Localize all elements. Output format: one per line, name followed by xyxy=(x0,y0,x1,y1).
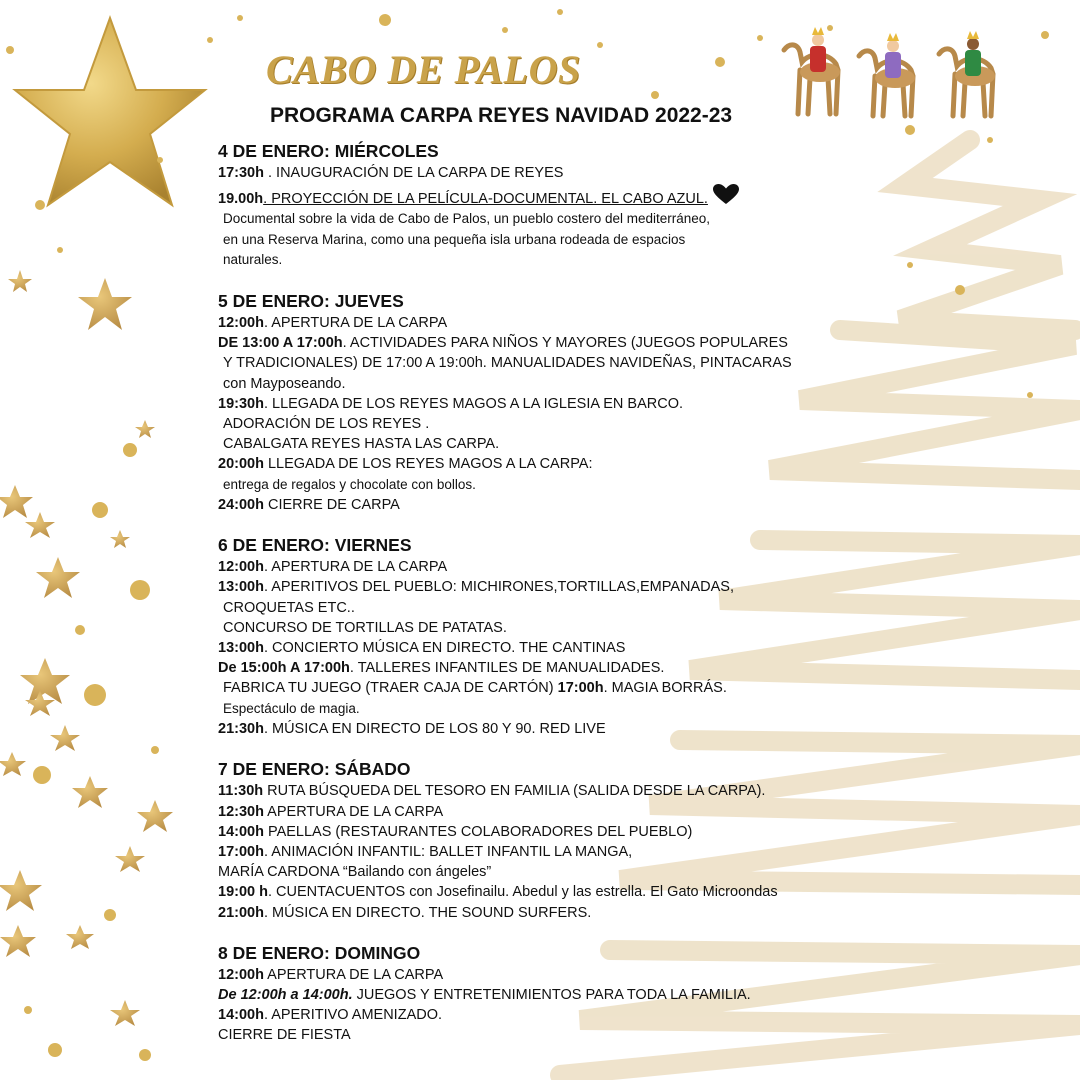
event-time: 19:00 h xyxy=(218,884,268,901)
event-description: . ACTIVIDADES PARA NIÑOS Y MAYORES (JUEGOS POPULARES xyxy=(342,335,788,352)
event-time: 12:00h xyxy=(218,314,264,331)
schedule-line xyxy=(218,434,1068,454)
event-description: ADORACIÓN DE LOS REYES . xyxy=(223,415,430,432)
page-title: CABO DE PALOS xyxy=(266,47,581,92)
event-description: . ANIMACIÓN INFANTIL: BALLET INFANTIL LA MANGA, xyxy=(263,843,633,860)
schedule-line xyxy=(218,557,1068,577)
schedule-line xyxy=(218,577,1068,597)
event-description: CIERRE DE FIESTA xyxy=(218,1027,351,1044)
event-time: 17:00h xyxy=(218,843,264,860)
schedule-line xyxy=(218,842,1068,862)
three-kings-camels-icon xyxy=(784,27,995,116)
program-schedule xyxy=(218,140,1068,1065)
event-description: naturales. xyxy=(223,252,283,268)
event-time: 12:00h xyxy=(218,966,264,983)
event-time: 24:00h xyxy=(218,497,264,514)
event-description: . PROYECCIÓN DE LA PELÍCULA-DOCUMENTAL. EL CABO AZUL. xyxy=(263,191,708,208)
schedule-line xyxy=(218,394,1068,414)
event-time: 13:00h xyxy=(218,640,264,657)
event-description: . LLEGADA DE LOS REYES MAGOS A LA IGLESIA EN BARCO. xyxy=(263,395,684,412)
event-description: Y TRADICIONALES) DE 17:00 A 19:00h. MANUALIDADES NAVIDEÑAS, PINTACARAS xyxy=(223,355,792,372)
event-description: . MÚSICA EN DIRECTO DE LOS 80 Y 90. RED LIVE xyxy=(263,721,606,738)
event-time: 14:00h xyxy=(218,1007,264,1024)
day-section xyxy=(218,534,1068,739)
event-time: 17:30h xyxy=(218,165,264,181)
schedule-line xyxy=(218,454,1068,474)
event-time: 21:30h xyxy=(218,721,264,738)
event-time: 14:00h xyxy=(218,823,264,840)
day-heading: 6 DE ENERO: VIERNES xyxy=(218,535,412,556)
day-section xyxy=(218,140,1068,271)
schedule-line xyxy=(218,183,1068,209)
event-time: De 15:00h A 17:00h xyxy=(218,660,350,677)
event-time: DE 13:00 A 17:00h xyxy=(218,335,343,352)
event-description: . APERITIVOS DEL PUEBLO: MICHIRONES,TORTILLAS,EMPANADAS, xyxy=(263,579,734,596)
schedule-line xyxy=(218,699,1068,720)
day-heading: 5 DE ENERO: JUEVES xyxy=(218,290,404,311)
event-description: CIERRE DE CARPA xyxy=(263,497,400,514)
day-heading: 7 DE ENERO: SÁBADO xyxy=(218,759,411,780)
event-time: 19:30h xyxy=(218,395,264,412)
event-description: APERTURA DE LA CARPA xyxy=(263,966,444,983)
day-section xyxy=(218,942,1068,1046)
event-time: 21:00h xyxy=(218,904,264,921)
event-time: 19.00h xyxy=(218,191,264,208)
schedule-line xyxy=(218,353,1068,373)
event-description: APERTURA DE LA CARPA xyxy=(263,803,444,820)
event-time: 11:30h xyxy=(218,783,264,800)
event-description: . MAGIA BORRÁS. xyxy=(603,680,727,697)
event-description: RUTA BÚSQUEDA DEL TESORO EN FAMILIA (SALIDA DESDE LA CARPA). xyxy=(263,783,766,800)
schedule-line xyxy=(218,658,1068,678)
big-gold-star-icon xyxy=(15,18,205,205)
schedule-line xyxy=(218,781,1068,801)
event-time: 13:00h xyxy=(218,579,264,596)
event-description: . CONCIERTO MÚSICA EN DIRECTO. THE CANTINAS xyxy=(263,640,626,657)
schedule-line xyxy=(218,822,1068,842)
schedule-line xyxy=(218,374,1068,394)
schedule-line xyxy=(218,230,1068,251)
day-heading: 4 DE ENERO: MIÉRCOLES xyxy=(218,141,439,161)
event-description: . INAUGURACIÓN DE LA CARPA DE REYES xyxy=(263,165,564,181)
small-gold-stars-icon xyxy=(0,270,173,1026)
program-subtitle: PROGRAMA CARPA REYES NAVIDAD 2022-23 xyxy=(270,104,733,127)
event-description: con Mayposeando. xyxy=(223,375,346,392)
schedule-line xyxy=(218,1025,1068,1045)
event-time: 12:30h xyxy=(218,803,264,820)
event-description: CABALGATA REYES HASTA LAS CARPA. xyxy=(223,436,500,453)
event-description: MARÍA CARDONA “Bailando con ángeles” xyxy=(218,864,492,881)
event-description: LLEGADA DE LOS REYES MAGOS A LA CARPA: xyxy=(263,456,593,473)
schedule-line xyxy=(218,985,1068,1005)
event-description: PAELLAS (RESTAURANTES COLABORADORES DEL PUEBLO) xyxy=(263,823,693,840)
event-description: CONCURSO DE TORTILLAS DE PATATAS. xyxy=(223,619,507,636)
schedule-line xyxy=(218,882,1068,902)
event-description: . MÚSICA EN DIRECTO. THE SOUND SURFERS. xyxy=(263,904,592,921)
event-time: 17:00h xyxy=(557,680,604,697)
event-time: 20:00h xyxy=(218,456,264,473)
event-description: . CUENTACUENTOS con Josefinailu. Abedul y las estrella. El Gato Microondas xyxy=(267,884,778,901)
day-section xyxy=(218,290,1068,515)
event-description: entrega de regalos y chocolate con bollos. xyxy=(223,476,476,492)
event-description: . TALLERES INFANTILES DE MANUALIDADES. xyxy=(349,660,665,677)
schedule-line xyxy=(218,862,1068,882)
schedule-line xyxy=(218,475,1068,496)
schedule-line xyxy=(218,618,1068,638)
schedule-line xyxy=(218,802,1068,822)
schedule-line xyxy=(218,965,1068,985)
event-description: . APERTURA DE LA CARPA xyxy=(263,314,448,331)
schedule-line xyxy=(218,414,1068,434)
schedule-line xyxy=(218,903,1068,923)
schedule-line xyxy=(218,678,1068,698)
schedule-line xyxy=(218,209,1068,230)
event-time: 12:00h xyxy=(218,559,264,576)
schedule-line xyxy=(218,598,1068,618)
schedule-line xyxy=(218,333,1068,353)
schedule-line xyxy=(218,719,1068,739)
event-description: en una Reserva Marina, como una pequeña isla urbana rodeada de espacios xyxy=(223,231,686,247)
event-description: Espectáculo de magia. xyxy=(223,700,360,716)
day-section xyxy=(218,758,1068,922)
heart-icon xyxy=(712,183,740,205)
schedule-line xyxy=(218,1005,1068,1025)
event-description: Documental sobre la vida de Cabo de Palos, un pueblo costero del mediterráneo, xyxy=(223,211,711,227)
event-description: . APERTURA DE LA CARPA xyxy=(263,559,448,576)
schedule-line xyxy=(218,313,1068,333)
schedule-line xyxy=(218,250,1068,271)
day-heading: 8 DE ENERO: DOMINGO xyxy=(218,942,421,963)
event-description: JUEGOS Y ENTRETENIMIENTOS PARA TODA LA FAMILIA. xyxy=(352,986,751,1003)
schedule-line xyxy=(218,495,1068,515)
event-description: FABRICA TU JUEGO (TRAER CAJA DE CARTÓN) xyxy=(223,680,558,697)
event-time: De 12:00h a 14:00h. xyxy=(218,986,353,1003)
event-description: CROQUETAS ETC.. xyxy=(223,599,355,616)
schedule-line xyxy=(218,163,1068,183)
schedule-line xyxy=(218,638,1068,658)
event-description: . APERITIVO AMENIZADO. xyxy=(263,1007,443,1024)
